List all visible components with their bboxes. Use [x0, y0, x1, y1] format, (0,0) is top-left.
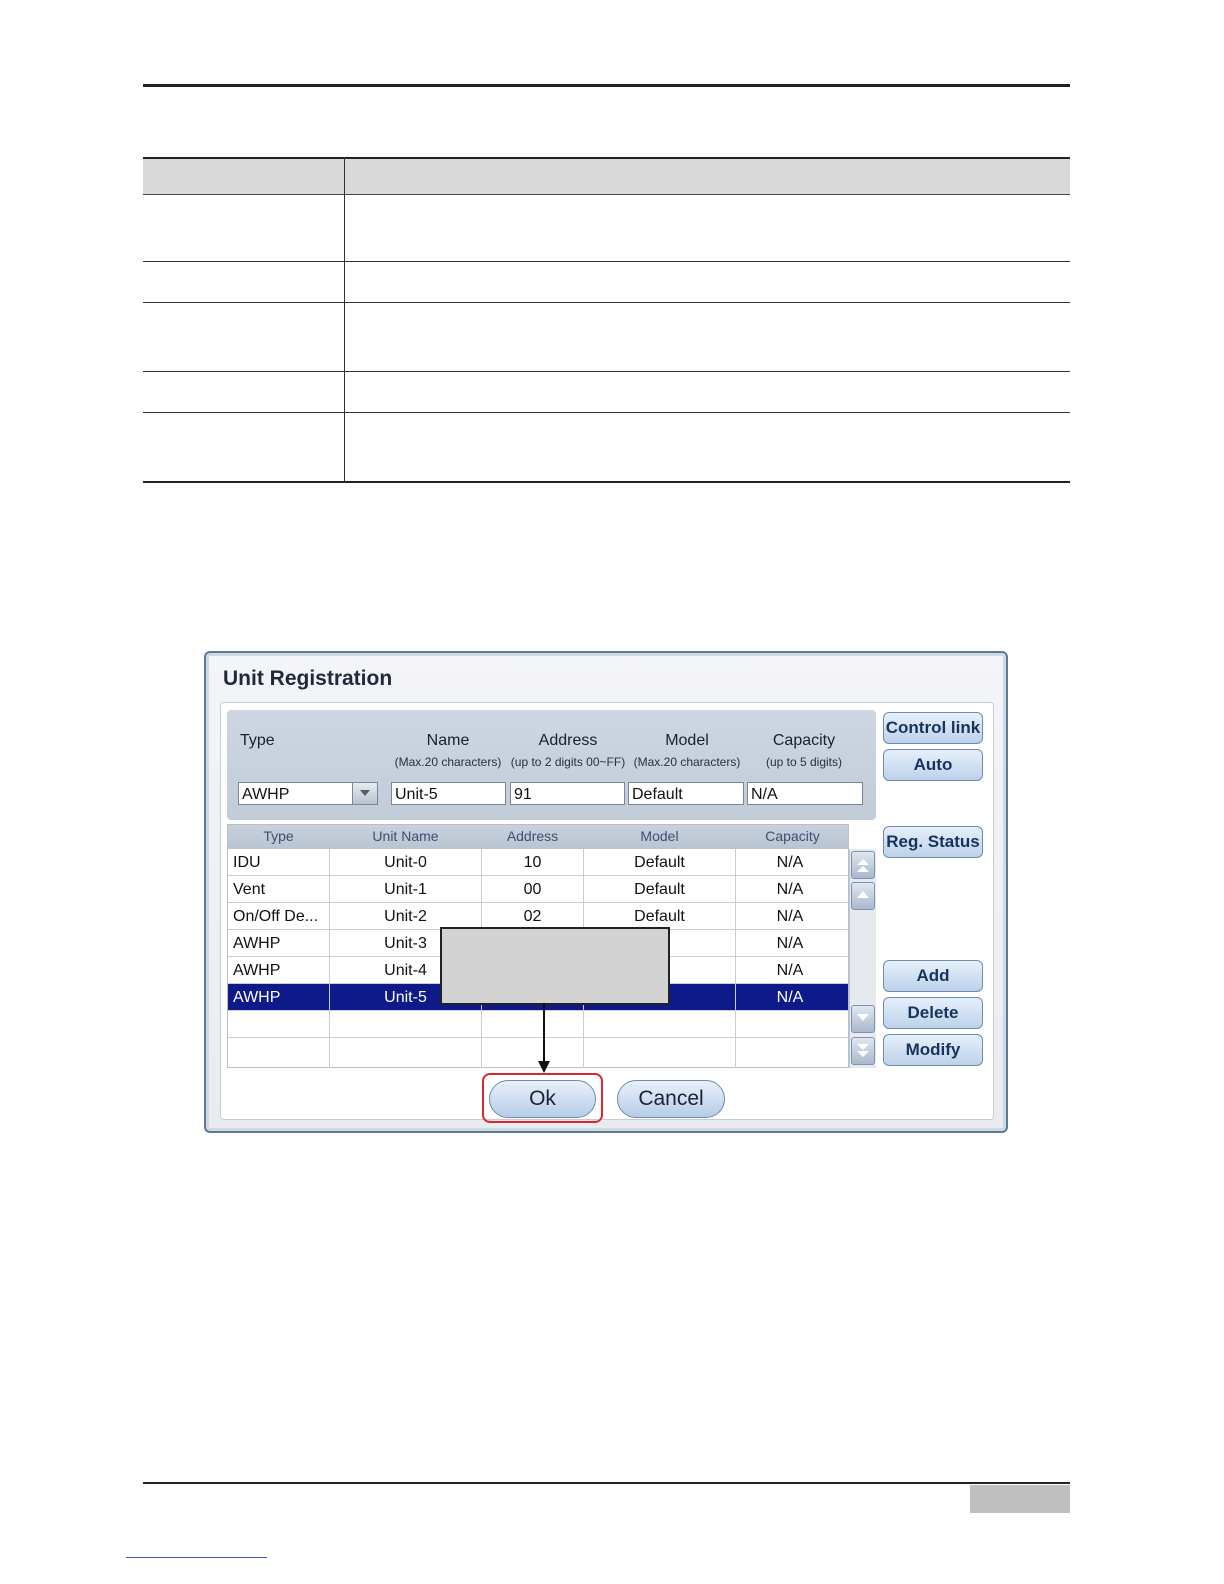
type-select[interactable]: AWHP: [238, 782, 353, 805]
modify-button[interactable]: Modify: [883, 1034, 983, 1066]
column-header-type[interactable]: Type: [263, 828, 294, 844]
table-row[interactable]: [228, 903, 848, 930]
capacity-label: Capacity: [772, 732, 836, 749]
reg-status-button[interactable]: Reg. Status: [883, 826, 983, 858]
cell-type: IDU: [233, 854, 261, 871]
column-header-unit-name[interactable]: Unit Name: [372, 828, 439, 844]
cell-unit-name: Unit-5: [384, 989, 427, 1006]
model-input[interactable]: Default: [628, 782, 744, 805]
type-label: Type: [240, 732, 275, 749]
column-header-address[interactable]: Address: [506, 828, 559, 844]
cell-unit-name: Unit-2: [384, 908, 427, 925]
scroll-down-button[interactable]: [851, 1005, 875, 1033]
chevron-down-icon: [856, 1011, 870, 1023]
cell-type: Vent: [233, 881, 266, 898]
delete-button[interactable]: Delete: [883, 997, 983, 1029]
document-table-divider: [143, 412, 1070, 413]
name-hint: (Max.20 characters): [394, 755, 502, 769]
cell-unit-name: Unit-3: [384, 935, 427, 952]
cell-unit-name: Unit-4: [384, 962, 427, 979]
cell-capacity: N/A: [776, 962, 804, 979]
cell-type: AWHP: [233, 962, 281, 979]
column-header-model[interactable]: Model: [640, 828, 679, 844]
footer-link-underline[interactable]: [126, 1557, 267, 1558]
table-row[interactable]: [228, 876, 848, 903]
cancel-button[interactable]: Cancel: [617, 1080, 725, 1118]
dialog-title: Unit Registration: [223, 667, 393, 690]
name-label: Name: [426, 732, 470, 749]
callout-box: [440, 927, 670, 1005]
column-divider: [735, 849, 736, 1068]
cell-type: AWHP: [233, 989, 281, 1006]
cell-capacity: N/A: [776, 854, 804, 871]
model-hint: (Max.20 characters): [633, 755, 741, 769]
cell-address: 02: [523, 908, 542, 925]
cell-address: 00: [523, 881, 542, 898]
auto-button[interactable]: Auto: [883, 749, 983, 781]
ok-button[interactable]: Ok: [489, 1080, 596, 1118]
cell-model: Default: [634, 908, 685, 925]
cell-unit-name: Unit-0: [384, 854, 427, 871]
document-table: [143, 157, 1070, 483]
document-table-divider: [143, 302, 1070, 303]
model-label: Model: [665, 732, 709, 749]
callout-arrow-icon: [535, 1003, 553, 1075]
add-button[interactable]: Add: [883, 960, 983, 992]
document-table-bottom-rule: [143, 481, 1070, 483]
cell-address: 10: [523, 854, 542, 871]
scroll-bottom-button[interactable]: [851, 1037, 875, 1065]
cell-unit-name: Unit-1: [384, 881, 427, 898]
cell-capacity: N/A: [776, 908, 804, 925]
top-rule: [143, 84, 1070, 87]
address-label: Address: [538, 732, 598, 749]
cell-type: AWHP: [233, 935, 281, 952]
column-header-capacity[interactable]: Capacity: [765, 828, 820, 844]
document-table-divider: [143, 371, 1070, 372]
capacity-hint: (up to 5 digits): [765, 755, 843, 769]
double-chevron-down-icon: [856, 1043, 870, 1059]
column-divider: [329, 849, 330, 1068]
scroll-top-button[interactable]: [851, 851, 875, 879]
cell-capacity: N/A: [776, 989, 804, 1006]
address-input[interactable]: 91: [510, 782, 625, 805]
document-table-column-divider: [344, 157, 345, 482]
cell-capacity: N/A: [776, 935, 804, 952]
page-number-box: [970, 1485, 1070, 1513]
type-dropdown-button[interactable]: [352, 782, 378, 805]
scroll-up-button[interactable]: [851, 882, 875, 910]
document-table-divider: [143, 261, 1070, 262]
cell-type: On/Off De...: [233, 908, 319, 925]
address-hint: (up to 2 digits 00~FF): [510, 755, 626, 769]
table-row[interactable]: [228, 849, 848, 876]
double-chevron-up-icon: [856, 857, 870, 873]
capacity-input[interactable]: N/A: [747, 782, 863, 805]
cell-model: Default: [634, 881, 685, 898]
cell-model: Default: [634, 854, 685, 871]
footer-rule: [143, 1482, 1070, 1484]
chevron-up-icon: [856, 888, 870, 900]
document-table-header: [143, 157, 1070, 195]
control-link-button[interactable]: Control link: [883, 712, 983, 744]
chevron-down-icon: [359, 789, 371, 797]
cell-capacity: N/A: [776, 881, 804, 898]
name-input[interactable]: Unit-5: [391, 782, 506, 805]
